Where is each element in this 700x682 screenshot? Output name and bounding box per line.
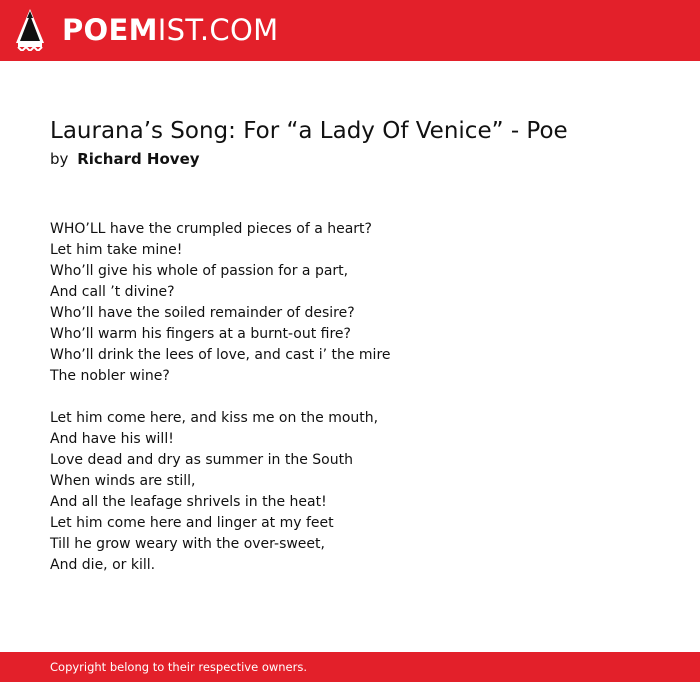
- poem-line: And have his will!: [50, 431, 174, 447]
- poem-line: And die, or kill.: [50, 557, 156, 573]
- site-logo[interactable]: [62, 12, 278, 48]
- stanza: [50, 219, 650, 387]
- poem-line: Love dead and dry as summer in the South: [50, 452, 353, 468]
- poem-line: Who’ll have the soiled remainder of desire?: [50, 305, 355, 321]
- poem-line: Let him come here and linger at my feet: [50, 515, 334, 531]
- copyright-text: Copyright belong to their respective owners.: [50, 660, 308, 674]
- poem-title: Laurana’s Song: For “a Lady Of Venice” - Poe: [50, 118, 568, 144]
- poem-line: The nobler wine?: [50, 368, 170, 384]
- site-footer: [0, 652, 700, 682]
- poem-line: WHO’LL have the crumpled pieces of a heart?: [50, 221, 372, 237]
- logo-bold-text: POEM: [62, 13, 158, 47]
- poem-line: When winds are still,: [50, 473, 196, 489]
- poem-line: Who’ll drink the lees of love, and cast i’ the mire: [50, 347, 391, 363]
- stanza: [50, 408, 650, 576]
- author-name[interactable]: Richard Hovey: [77, 150, 200, 168]
- logo-light-text: IST.COM: [157, 13, 279, 47]
- by-label: by: [50, 150, 69, 168]
- byline: [50, 149, 200, 169]
- poem-body: [50, 219, 650, 597]
- poem-line: And all the leafage shrivels in the heat!: [50, 494, 327, 510]
- poem-line: Let him take mine!: [50, 242, 183, 258]
- site-header: [0, 0, 700, 61]
- pencil-icon[interactable]: [16, 9, 44, 51]
- poem-line: And call ’t divine?: [50, 284, 175, 300]
- poem-line: Who’ll warm his fingers at a burnt-out fire?: [50, 326, 351, 342]
- poem-line: Let him come here, and kiss me on the mouth,: [50, 410, 379, 426]
- poem-line: Who’ll give his whole of passion for a part,: [50, 263, 349, 279]
- poem-line: Till he grow weary with the over-sweet,: [50, 536, 325, 552]
